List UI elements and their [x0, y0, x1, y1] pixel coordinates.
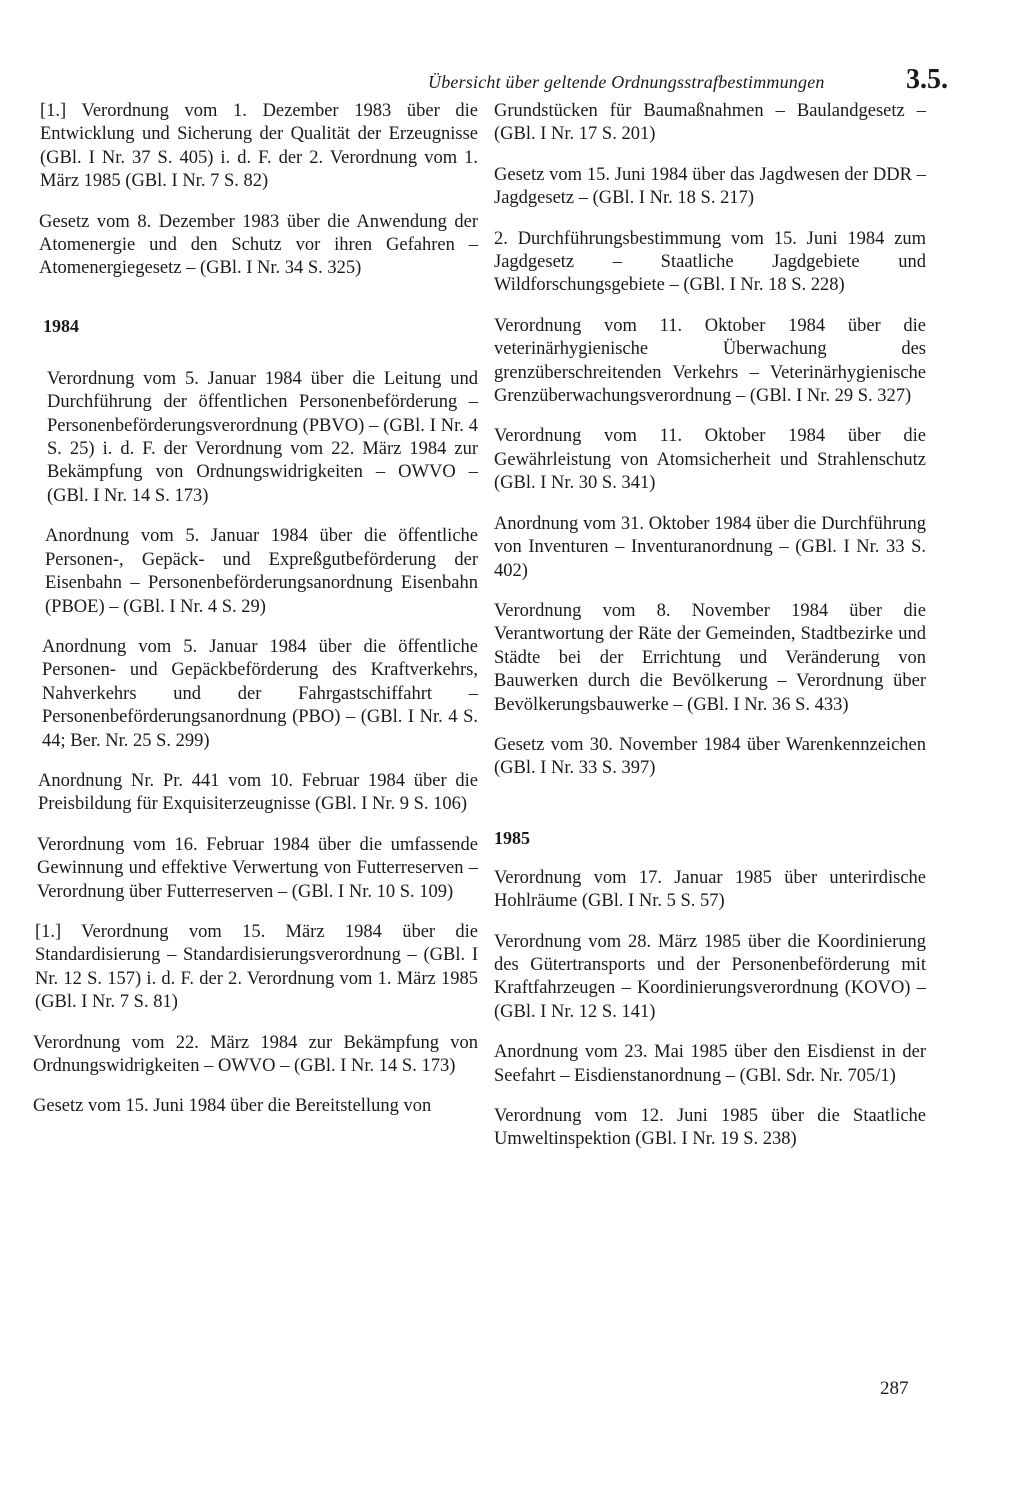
right-column [494, 100, 926, 1169]
regulation-entry: Anordnung vom 23. Mai 1985 über den Eisdienst in der Seefahrt – Eisdienstanordnung – (GBl. Sdr. Nr. 705/1) [494, 1042, 926, 1086]
regulation-entry: Verordnung vom 22. März 1984 zur Bekämpfung von Ordnungswidrigkeiten – OWVO – (GBl. I Nr. 14 S. 173) [33, 1032, 478, 1076]
regulation-entry: Verordnung vom 5. Januar 1984 über die Leitung und Durchführung der öffentlichen Personenbeförderung – Personenbeförderungsverordnung (PBVO) – (GBl. I Nr. 4 S. 25) i. d. F. der Verordnung vom 22. März 1984 zur Bekämpfung von Ordnungswidrigkeiten – OWVO – (GBl. I Nr. 14 S. 173) [47, 368, 478, 506]
regulation-entry: Verordnung vom 8. November 1984 über die Verantwortung der Räte der Gemeinden, Stadtbezirke und Städte bei der Errichtung und Veränderung von Bauwerken durch die Bevölkerung – Verordnung über Bevölkerungsbauwerke – (GBl. I Nr. 36 S. 433) [494, 600, 926, 715]
regulation-entry: [1.] Verordnung vom 15. März 1984 über die Standardisierung – Standardisierungsverordnung – (GBl. I Nr. 12 S. 157) i. d. F. der 2. Verordnung vom 1. März 1985 (GBl. I Nr. 7 S. 81) [35, 921, 478, 1013]
regulation-entry: Gesetz vom 15. Juni 1984 über die Bereitstellung von [33, 1096, 432, 1117]
regulation-entry: Anordnung Nr. Pr. 441 vom 10. Februar 1984 über die Preisbildung für Exquisiterzeugnisse (GBl. I Nr. 9 S. 106) [38, 770, 478, 815]
regulation-entry: Verordnung vom 16. Februar 1984 über die umfassende Gewinnung und effektive Verwertung von Futterreserven – Verordnung über Futterreserven – (GBl. I Nr. 10 S. 109) [37, 834, 478, 902]
regulation-entry: Gesetz vom 8. Dezember 1983 über die Anwendung der Atomenergie und den Schutz vor ihren Gefahren – Atomenergiegesetz – (GBl. I Nr. 34 S. 325) [39, 211, 478, 279]
header-title: Übersicht über geltende Ordnungsstrafbestimmungen [428, 72, 825, 92]
regulation-entry: Verordnung vom 11. Oktober 1984 über die veterinärhygienische Überwachung des grenzüberschreitenden Verkehrs – Veterinärhygienische Grenzüberwachungsverordnung – (GBl. I Nr. 29 S. 327) [494, 315, 926, 407]
regulation-entry: [1.] Verordnung vom 1. Dezember 1983 über die Entwicklung und Sicherung der Qualität der Erzeugnisse (GBl. I Nr. 37 S. 405) i. d. F. der 2. Verordnung vom 1. März 1985 (GBl. I Nr. 7 S. 82) [40, 101, 478, 192]
section-number: 3.5. [906, 64, 948, 95]
regulation-entry: Anordnung vom 5. Januar 1984 über die öffentliche Personen-, Gepäck- und Expreßgutbeförderung der Eisenbahn – Personenbeförderungsanordnung Eisenbahn (PBOE) – (GBl. I Nr. 4 S. 29) [45, 526, 478, 617]
left-column [33, 100, 478, 1136]
page-number: 287 [880, 1378, 909, 1399]
regulation-entry: Anordnung vom 5. Januar 1984 über die öffentliche Personen- und Gepäckbeförderung des Kraftverkehrs, Nahverkehrs und der Fahrgastschiffahrt – Personenbeförderungsanordnung (PBO) – (GBl. I Nr. 4 S. 44; Ber. Nr. 25 S. 299) [42, 636, 478, 751]
regulation-entry: 2. Durchführungsbestimmung vom 15. Juni 1984 zum Jagdgesetz – Staatliche Jagdgebiete und Wildforschungsgebiete – (GBl. I Nr. 18 S. 228) [494, 228, 926, 296]
regulation-entry: Verordnung vom 28. März 1985 über die Koordinierung des Gütertransports und der Personenbeförderung mit Kraftfahrzeugen – Koordinierungsverordnung (KOVO) – (GBl. I Nr. 12 S. 141) [494, 931, 926, 1022]
regulation-entry: Verordnung vom 17. Januar 1985 über unterirdische Hohlräume (GBl. I Nr. 5 S. 57) [494, 867, 926, 912]
regulation-entry: Gesetz vom 15. Juni 1984 über das Jagdwesen der DDR – Jagdgesetz – (GBl. I Nr. 18 S. 217) [494, 164, 926, 209]
regulation-entry: Grundstücken für Baumaßnahmen – Baulandgesetz – (GBl. I Nr. 17 S. 201) [494, 101, 926, 145]
year-heading-1984: 1984 [43, 315, 79, 336]
regulation-entry: Verordnung vom 12. Juni 1985 über die Staatliche Umweltinspektion (GBl. I Nr. 19 S. 238) [494, 1106, 926, 1150]
regulation-entry: Anordnung vom 31. Oktober 1984 über die Durchführung von Inventuren – Inventuranordnung – (GBl. I Nr. 33 S. 402) [494, 513, 926, 581]
regulation-entry: Verordnung vom 11. Oktober 1984 über die Gewährleistung von Atomsicherheit und Strahlenschutz (GBl. I Nr. 30 S. 341) [494, 426, 926, 494]
year-heading-1985: 1985 [494, 827, 530, 848]
regulation-entry: Gesetz vom 30. November 1984 über Warenkennzeichen (GBl. I Nr. 33 S. 397) [494, 734, 926, 779]
